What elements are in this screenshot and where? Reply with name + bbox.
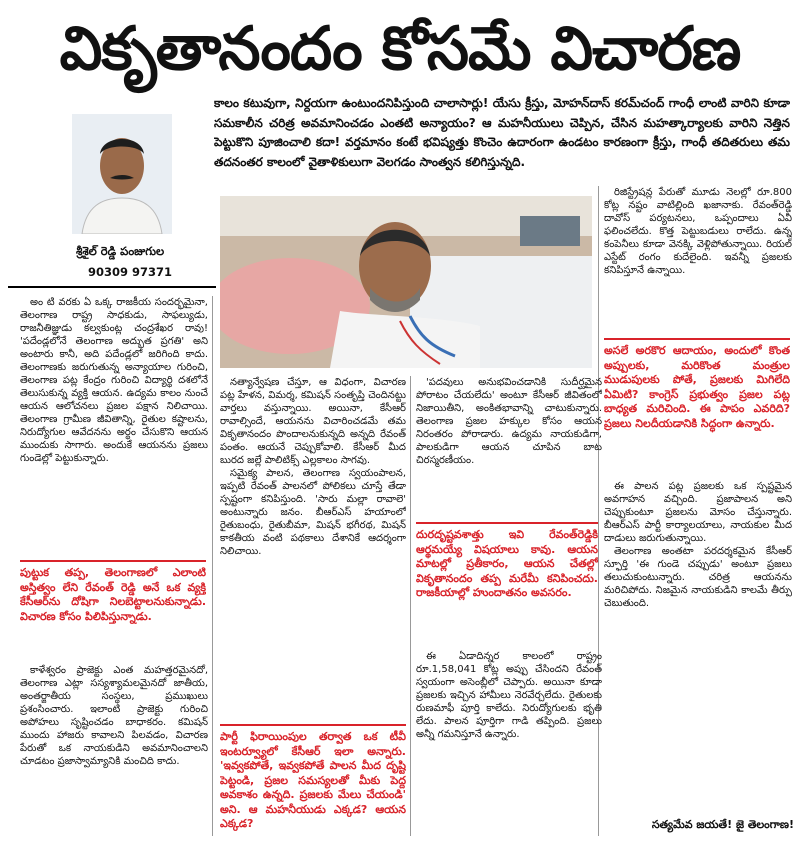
paragraph: తెలంగాణ అంతటా పరదర్శకమైన కేసీఆర్ స్ఫూర్తి 'ఈ గుండె చప్పుడు' అంటూ ప్రజలు తలుచుకుంటున్నారు. చరిత్ర ఆయనను మరిచిపోదు. నిజమైన నాయకుడిని కాలమే తీర్పు చెబుతుంది. (604, 546, 792, 609)
column-1 (20, 296, 208, 554)
paragraph: ఈ పాలన పట్ల ప్రజలకు ఒక స్పష్టమైన అవగాహన వచ్చింది. ప్రజాపాలన అని చెప్పుకుంటూ ప్రజలను మోసం చేస్తున్నారు. బీఆర్ఎస్ పార్టీ కార్యాలయాలు, నాయకుల మీద దాడులు జరుగుతున్నాయి. (604, 481, 792, 544)
pull-quote-text: పార్టీ ఫిరాయింపుల తర్వాత ఒక టీవీ ఇంటర్వ్యూలో కేసీఆర్ ఇలా అన్నారు. 'ఇవ్వకపోతే, ఇవ్వకపోతే పాలన మీద దృష్టి పెట్టండి, ప్రజల సమస్యలతో మీకు పెద్ద అవకాశం ఉన్నది. ప్రజలకు మేలు చేయండి' అని. ఆ మహనీయుడు ఎక్కడ? ఆయన ఎక్కడ? (220, 730, 406, 830)
closing-slogan: సత్యమేవ జయతే! జై తెలంగాణ! (651, 818, 794, 831)
author-phone: 90309 97371 (88, 265, 173, 279)
column-divider (212, 296, 213, 836)
column-3 (416, 376, 602, 516)
article-intro: కాలం కటువుగా, నిర్దయగా ఉంటుందనిపిస్తుంది చాలాసార్లు! యేసు క్రీస్తు, మోహన్‌దాస్ కరమ్‌చంద్ గాంధీ లాంటి వారిని కూడా సమకాలీన చరిత్ర అవమానించడం ఎంతటి అన్యాయం? ఆ మహనీయులు చెప్పిన, చేసిన మహత్కార్యాలకు వారిని నెత్తిన పెట్టుకొని పూజించాలి కదా! వర్తమానం కంటే భవిష్యత్తు కొంచెం ఉదారంగా ఉండటం కారణంగా క్రీస్తు, గాంధీ తదితరులు తమ తదనంతర కాలంలో వైతాళికులుగా వెలగడం సాంత్వన కలిగిస్తున్నది. (214, 96, 790, 169)
column-4-continued (604, 480, 792, 810)
pull-quote-text: అసలే అరకొర ఆదాయం, అందులో కొంత అప్పులకు, మరికొంత మంత్రుల ముడుపులకు పోతే, ప్రజలకు మిగిలేది ఏమిటి? కాంగ్రెస్ ప్రభుత్వం ప్రజల పట్ల బాధ్యత మరిచింది. ఈ పాపం ఎవరిది? ప్రజలు నిలదీయడానికి సిద్ధంగా ఉన్నారు. (604, 344, 790, 430)
paragraph: ఈ ఏడాదిన్నర కాలంలో రాష్ట్రం రూ.1,58,041 కోట్ల అప్పు చేసిందని రేవంత్ స్వయంగా అసెంబ్లీలో చెప్పారు. అయినా కూడా ప్రజలకు ఇచ్చిన హామీలు నెరవేర్చలేదు. రైతులకు రుణమాఫీ పూర్తి కాలేదు. నిరుద్యోగులకు భృతి లేదు. పాలన పూర్తిగా గాడి తప్పింది. ప్రజలు అన్నీ గమనిస్తూనే ఉన్నారు. (416, 651, 602, 740)
paragraph: నత్యాన్వేషణ చేస్తూ, ఆ విధంగా, విచారణ పట్ల హేళన, విమర్శ, కమిషన్ సంతృప్తి చెందినట్టు వార్తలు వస్తున్నాయి. అయినా, కేసీఆర్ రావాల్సిందే, ఆయనను విచారించడమే తమ వికృతానందం పొందాలనుకున్నది అన్నది రేవంత్ పంతం. ఆయనే చెప్పుకోవాలి. కేసీఆర్ మీద బురద జల్లే పాలిటిక్స్ ఎల్లకాలం సాగవు. (220, 377, 406, 466)
column-4 (604, 186, 792, 332)
pull-quote-text: దురదృష్టవశాత్తు ఇవి రేవంత్‌రెడ్డికి ఆర్థమయ్యే విషయాలు కావు. ఆయన మాటల్లో ప్రతీకారం, ఆయన చేతల్లో వికృతానందం తప్ప మరేమీ కనిపించదు. రాజకీయాల్లో హుందాతనం అవసరం. (416, 528, 598, 599)
divider (8, 286, 216, 288)
pull-quote (220, 724, 406, 842)
pull-quote (20, 560, 206, 662)
column-1-continued (20, 664, 208, 836)
column-2 (220, 376, 406, 720)
article-headline: వికృతానందం కోసమే విచారణ (59, 14, 741, 84)
paragraph: సమైక్య పాలన, తెలంగాణ స్వయంపాలన, ఇప్పటి రేవంత్ పాలనలో పోలికలు చూస్తే తేడా స్పష్టంగా కనిపిస్తుంది. 'సారు మల్లా రావాలె' అంటున్నారు జనం. బీఆర్ఎస్ హయాంలో రైతుబంధు, రైతుబీమా, మిషన్ భగీరథ, మిషన్ కాకతీయ వంటి పథకాలు దేశానికే ఆదర్శంగా నిలిచాయి. (220, 468, 406, 557)
column-divider (410, 376, 411, 836)
news-photo (220, 196, 592, 368)
paragraph: 'పదవులు అనుభవించడానికి సుదీర్ఘమైన పోరాటం చేయలేదు' అంటూ కేసీఆర్ జీవితంలో నిజాయితీని, అంకితభావాన్ని చాటుకున్నారు. తెలంగాణ ప్రజల హక్కుల కోసం ఆయన నిరంతరం పోరాడారు. ఉద్యమ నాయకుడిగా, పాలకుడిగా ఆయన చూపిన బాట చిరస్మరణీయం. (416, 377, 602, 466)
author-photo (72, 114, 172, 234)
pull-quote (604, 338, 790, 474)
pull-quote-text: పుట్టుక తప్ప, తెలంగాణలో ఎలాంటి అస్తిత్వం లేని రేవంత్ రెడ్డి అనే ఒక వ్యక్తి కేసీఆర్‌ను దోషిగా నిలబెట్టాలనుకున్నాడు. విచారణ కోసం పిలిపిస్తున్నాడు. (20, 566, 206, 623)
author-name: శ్రీశైల్ రెడ్డి పంజుగుల (76, 244, 165, 258)
paragraph: అం టి వరకు ఏ ఒక్క రాజకీయ సందర్భమైనా, తెలంగాణ రాష్ట్ర సాధకుడు, సాఫల్యుడు, రాజనీతిజ్ఞుడు కల్వకుంట్ల చంద్రశేఖర రావు! 'పదేండ్లలోనే తెలంగాణ అద్భుత ప్రగతి' అని అంటారు కానీ, అది పదేండ్లలో జరిగింది కాదు. తెలంగాణకు జరుగుతున్న అన్యాయాల గురించి, తెలంగాణ పట్ల కేంద్రం గురించి విద్యార్థి దశలోనే తెలుసుకున్న వ్యక్తి ఆయన. ఉద్యమ కాలం నుంచే ఆయన ఆలోచనలు ప్రజల పక్షాన నిలిచాయి. తెలంగాణ గ్రామీణ జీవితాన్ని, రైతుల కష్టాలను, నిరుద్యోగుల ఆవేదనను అర్థం చేసుకొని ఆయన ముందుకు సాగారు. అందుకే ఆయనను ప్రజలు గుండెల్లో పెట్టుకున్నారు. (20, 297, 208, 464)
paragraph: రిజిస్ట్రేషన్ల పేరుతో మూడు నెలల్లో రూ.800 కోట్ల నష్టం వాటిల్లింది ఖజానాకు. రేవంత్‌రెడ్డి దావోస్ పర్యటనలు, ఒప్పందాలు ఏవీ ఫలించలేదు. కొత్త పెట్టుబడులు రాలేదు. ఉన్న కంపెనీలు కూడా వెనక్కి వెళ్లిపోతున్నాయి. రియల్ ఎస్టేట్ రంగం కుదేలైంది. ఇవన్నీ ప్రజలకు కనిపిస్తూనే ఉన్నాయి. (604, 187, 792, 276)
author-portrait-icon (72, 114, 172, 234)
paragraph: కాళేశ్వరం ప్రాజెక్టు ఎంత మహత్తరమైనదో, తెలంగాణ ఎట్లా సస్యశ్యామలమైనదో జాతీయ, అంతర్జాతీయ సంస్థలు, ప్రముఖులు ప్రశంసించారు. ఇలాంటి ప్రాజెక్టు గురించి అపోహలు సృష్టించడం బాధాకరం. కమిషన్ ముందు హాజరు కావాలని పిలవడం, విచారణ పేరుతో ఒక నాయకుడిని అవమానించాలని చూడటం ప్రజాస్వామ్యానికి మంచిది కాదు. (20, 665, 208, 767)
pull-quote (416, 522, 598, 648)
hospital-patient-photo-icon (220, 196, 592, 368)
column-3-continued (416, 650, 602, 836)
